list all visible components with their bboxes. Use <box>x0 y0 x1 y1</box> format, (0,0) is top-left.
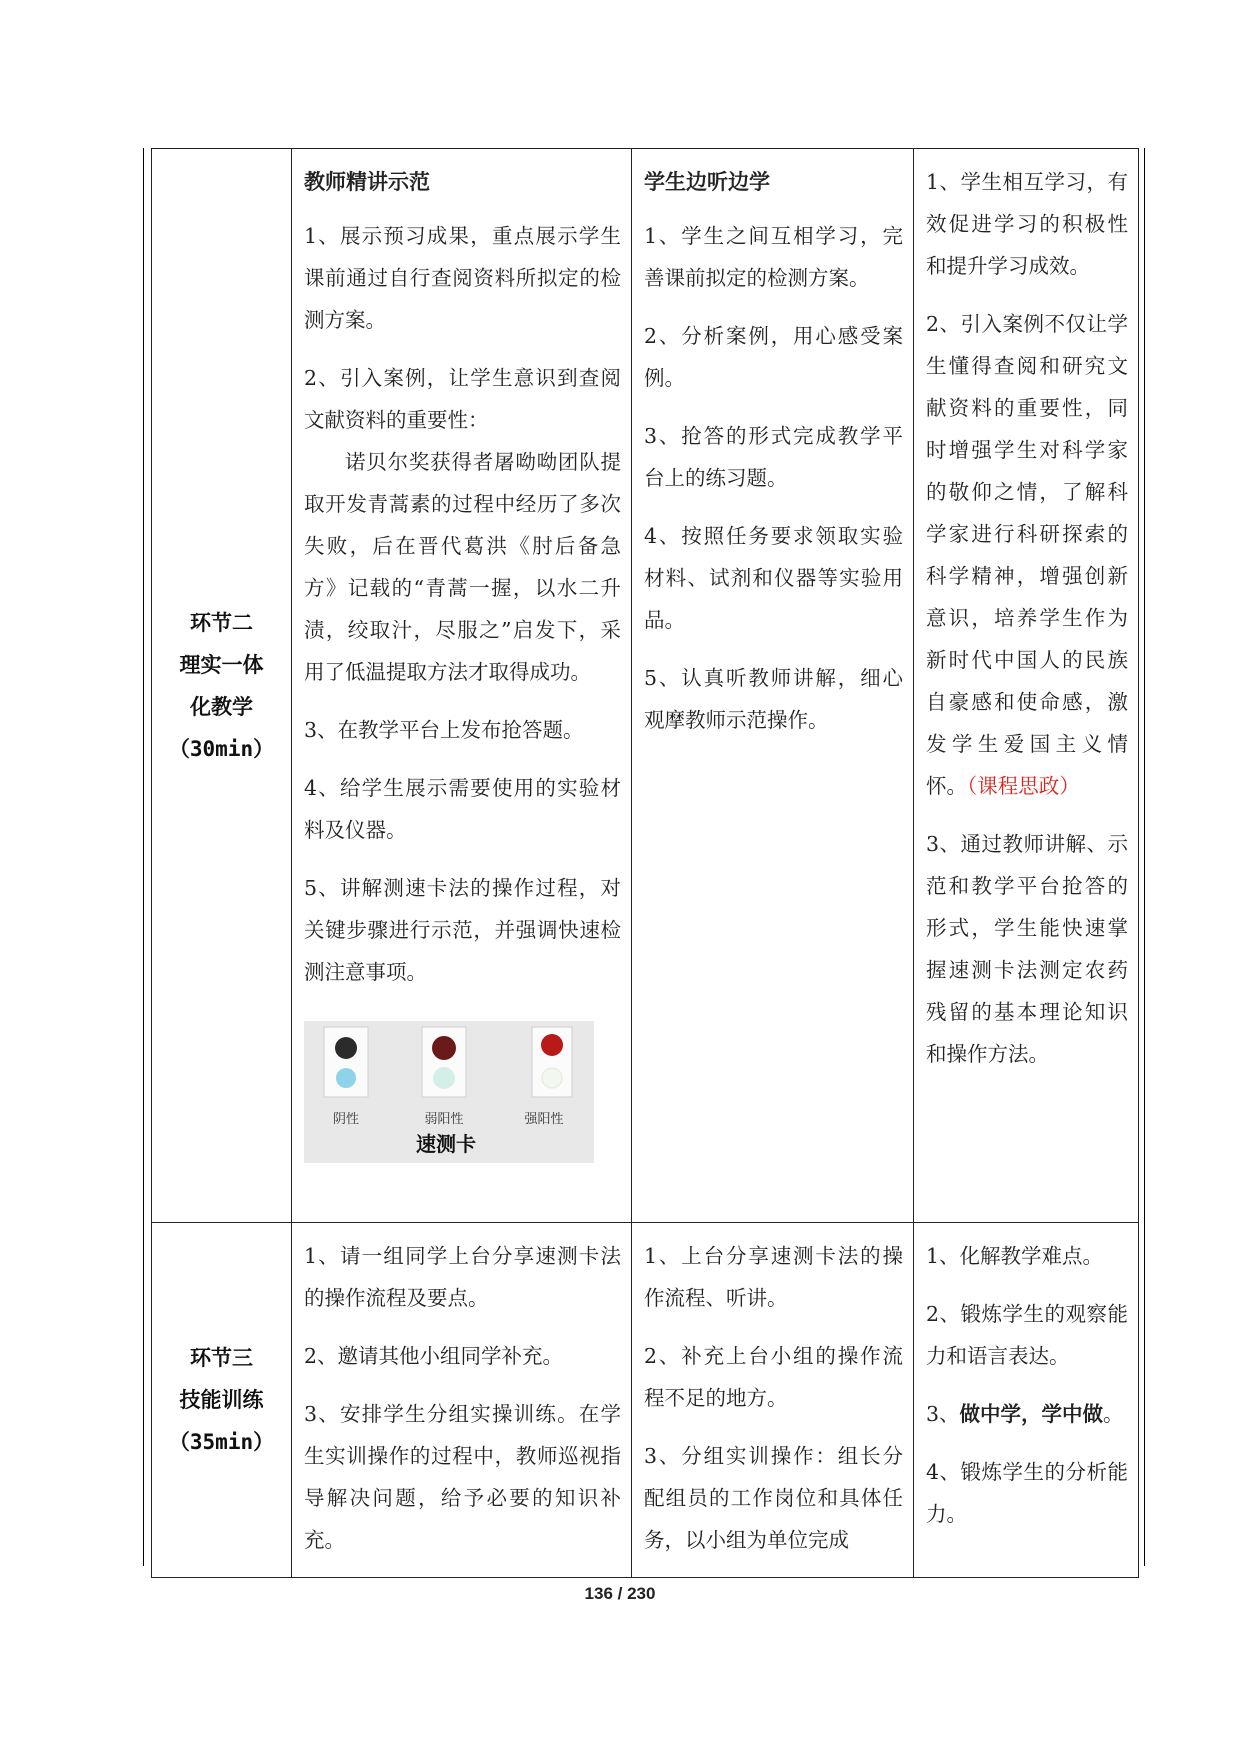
student-item: 1、学生之间互相学习，完善课前拟定的检测方案。 <box>644 224 903 290</box>
label-weak-positive: 弱阳性 <box>424 1112 464 1127</box>
label-negative: 阴性 <box>332 1112 360 1127</box>
intent-item: 1、学生相互学习，有效促进学习的积极性和提升学习成效。 <box>926 170 1128 278</box>
teacher-activity-cell <box>292 1223 632 1578</box>
intent-item-text: 2、引入案例不仅让学生懂得查阅和研究文献资料的重要性，同时增强学生对科学家的敬仰之情，了解科学家进行科研探索的科学精神，增强创新意识，培养学生作为新时代中国人的民族自豪感和使命感，激发学生爱国主义情怀。 <box>926 312 1128 798</box>
intent-item: 2、锻炼学生的观察能力和语言表达。 <box>926 1302 1128 1368</box>
student-item: 3、抢答的形式完成教学平台上的练习题。 <box>644 424 903 490</box>
intent-item-number: 3、 <box>926 1402 960 1426</box>
lesson-plan-table <box>151 148 1139 1578</box>
case-story-paragraph: 诺贝尔奖获得者屠呦呦团队提取开发青蒿素的过程中经历了多次失败，后在晋代葛洪《肘后备急方》记载的“青蒿一握，以水二升渍，绞取汁，尽服之”启发下，采用了低温提取方法才取得成功。 <box>304 450 621 684</box>
figure-caption: 速测卡 <box>416 1132 476 1156</box>
table-row <box>152 149 1139 1223</box>
page-current: 136 <box>584 1584 613 1603</box>
teacher-heading: 教师精讲示范 <box>304 170 430 194</box>
stage-cell <box>152 149 292 1223</box>
design-intent-cell <box>914 149 1139 1223</box>
teacher-item: 1、展示预习成果，重点展示学生课前通过自行查阅资料所拟定的检测方案。 <box>304 224 621 332</box>
stage-name-line1: 环节三 <box>190 1346 253 1370</box>
stage-name-line2: 技能训练 <box>179 1388 264 1412</box>
label-strong-positive: 强阳性 <box>524 1112 564 1127</box>
teacher-item: 3、在教学平台上发布抢答题。 <box>304 718 584 742</box>
teacher-item: 3、安排学生分组实操训练。在学生实训操作的过程中，教师巡视指导解决问题，给予必要的知识补充。 <box>304 1402 621 1552</box>
ideology-tag: （课程思政） <box>967 774 1080 798</box>
student-activity-cell <box>632 1223 914 1578</box>
intent-item-period: 。 <box>1103 1402 1124 1426</box>
teacher-item: 1、请一组同学上台分享速测卡法的操作流程及要点。 <box>304 1244 621 1310</box>
teacher-item: 2、引入案例，让学生意识到查阅文献资料的重要性： <box>304 366 621 432</box>
teacher-item: 5、讲解测速卡法的操作过程，对关键步骤进行示范，并强调快速检测注意事项。 <box>304 876 621 984</box>
stage-duration: （30min） <box>168 736 275 761</box>
outer-border-left <box>143 148 144 1566</box>
intent-item <box>926 1393 1128 1435</box>
student-item: 3、分组实训操作：组长分配组员的工作岗位和具体任务，以小组为单位完成 <box>644 1444 903 1552</box>
test-card-figure <box>304 1021 594 1163</box>
student-item: 1、上台分享速测卡法的操作流程、听讲。 <box>644 1244 903 1310</box>
table-row <box>152 1223 1139 1578</box>
student-item: 4、按照任务要求领取实验材料、试剂和仪器等实验用品。 <box>644 524 903 632</box>
page-number <box>0 1584 1240 1604</box>
student-heading: 学生边听边学 <box>644 170 770 194</box>
design-intent-cell <box>914 1223 1139 1578</box>
student-item: 5、认真听教师讲解，细心观摩教师示范操作。 <box>644 666 903 732</box>
teacher-activity-cell <box>292 149 632 1223</box>
intent-item <box>926 303 1128 807</box>
teacher-item: 2、邀请其他小组同学补充。 <box>304 1344 564 1368</box>
learn-by-doing-emphasis: 做中学，学中做 <box>959 1402 1104 1426</box>
stage-name-line1: 环节二 <box>190 610 253 635</box>
intent-item: 3、通过教师讲解、示范和教学平台抢答的形式，学生能快速掌握速测卡法测定农药残留的基本理论知识和操作方法。 <box>926 832 1128 1066</box>
teacher-item: 4、给学生展示需要使用的实验材料及仪器。 <box>304 776 621 842</box>
outer-border-right <box>1144 148 1145 1566</box>
stage-name-line2: 理实一体 <box>179 652 264 677</box>
page-separator: / <box>612 1584 628 1603</box>
stage-duration: （35min） <box>168 1430 275 1454</box>
stage-cell <box>152 1223 292 1578</box>
student-activity-cell <box>632 149 914 1223</box>
intent-item: 4、锻炼学生的分析能力。 <box>926 1460 1128 1526</box>
student-item: 2、补充上台小组的操作流程不足的地方。 <box>644 1344 903 1410</box>
intent-item: 1、化解教学难点。 <box>926 1244 1104 1268</box>
student-item: 2、分析案例，用心感受案例。 <box>644 324 903 390</box>
page-total: 230 <box>627 1584 656 1603</box>
stage-name-line3: 化教学 <box>190 694 253 719</box>
